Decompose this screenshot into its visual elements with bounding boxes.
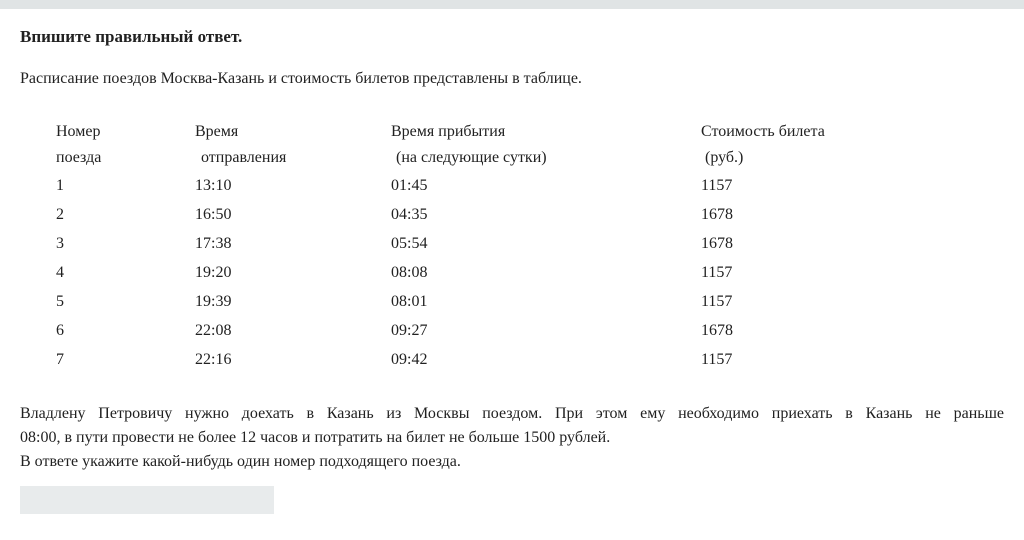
cell-arrival-time: 01:45 [391, 177, 428, 194]
table-row [56, 345, 963, 374]
cell-departure-time: 22:08 [195, 322, 232, 339]
column-header-line: Время прибытия [391, 123, 506, 140]
cell-arrival-time: 09:42 [391, 351, 428, 368]
cell-departure-time: 16:50 [195, 206, 232, 223]
cell-train-number: 1 [56, 177, 64, 194]
page-title: Впишите правильный ответ. [20, 27, 243, 46]
cell-arrival-time: 05:54 [391, 235, 428, 252]
cell-arrival-time: 08:01 [391, 293, 428, 310]
cell-arrival-time: 09:27 [391, 322, 428, 339]
cell-train-number: 2 [56, 206, 64, 223]
cell-train-number: 3 [56, 235, 64, 252]
column-header-line: поезда [56, 149, 102, 166]
column-header-train-number [56, 119, 195, 171]
cell-departure-time: 19:39 [195, 293, 232, 310]
cell-ticket-price: 1157 [701, 264, 733, 281]
cell-ticket-price: 1157 [701, 351, 733, 368]
column-header-line: (руб.) [705, 149, 744, 166]
table-row [56, 316, 963, 345]
cell-departure-time: 13:10 [195, 177, 232, 194]
column-header-line: (на следующие сутки) [396, 149, 547, 166]
train-schedule-table [56, 119, 963, 374]
column-header-ticket-price [701, 119, 963, 171]
cell-train-number: 5 [56, 293, 64, 310]
task-line: В ответе укажите какой-нибудь один номер подходящего поезда. [20, 453, 461, 470]
cell-ticket-price: 1157 [701, 177, 733, 194]
table-row [56, 258, 963, 287]
cell-arrival-time: 08:08 [391, 264, 428, 281]
cell-departure-time: 22:16 [195, 351, 232, 368]
cell-ticket-price: 1157 [701, 293, 733, 310]
task-text [20, 402, 1004, 474]
exercise-content [0, 27, 1024, 514]
cell-ticket-price: 1678 [701, 206, 733, 223]
cell-arrival-time: 04:35 [391, 206, 428, 223]
column-header-line: Стоимость билета [701, 123, 825, 140]
cell-train-number: 7 [56, 351, 64, 368]
header-row [56, 119, 963, 171]
cell-departure-time: 17:38 [195, 235, 232, 252]
table-row [56, 287, 963, 316]
cell-train-number: 4 [56, 264, 64, 281]
task-line: Владлену Петровичу нужно доехать в Казань из Москвы поездом. При этом ему необходимо приехать в Казань не раньше [20, 405, 1004, 422]
task-line: 08:00, в пути провести не более 12 часов и потратить на билет не больше 1500 рублей. [20, 429, 611, 446]
column-header-arrival-time [391, 119, 701, 171]
top-bar [0, 0, 1024, 9]
table-row [56, 229, 963, 258]
cell-departure-time: 19:20 [195, 264, 232, 281]
cell-ticket-price: 1678 [701, 322, 733, 339]
column-header-line: Время [195, 123, 239, 140]
column-header-departure-time [195, 119, 391, 171]
cell-ticket-price: 1678 [701, 235, 733, 252]
table-row [56, 200, 963, 229]
cell-train-number: 6 [56, 322, 64, 339]
table-row [56, 171, 963, 200]
answer-input[interactable] [20, 486, 274, 514]
column-header-line: Номер [56, 123, 101, 140]
intro-text: Расписание поездов Москва-Казань и стоимость билетов представлены в таблице. [20, 70, 582, 87]
column-header-line: отправления [201, 149, 287, 166]
